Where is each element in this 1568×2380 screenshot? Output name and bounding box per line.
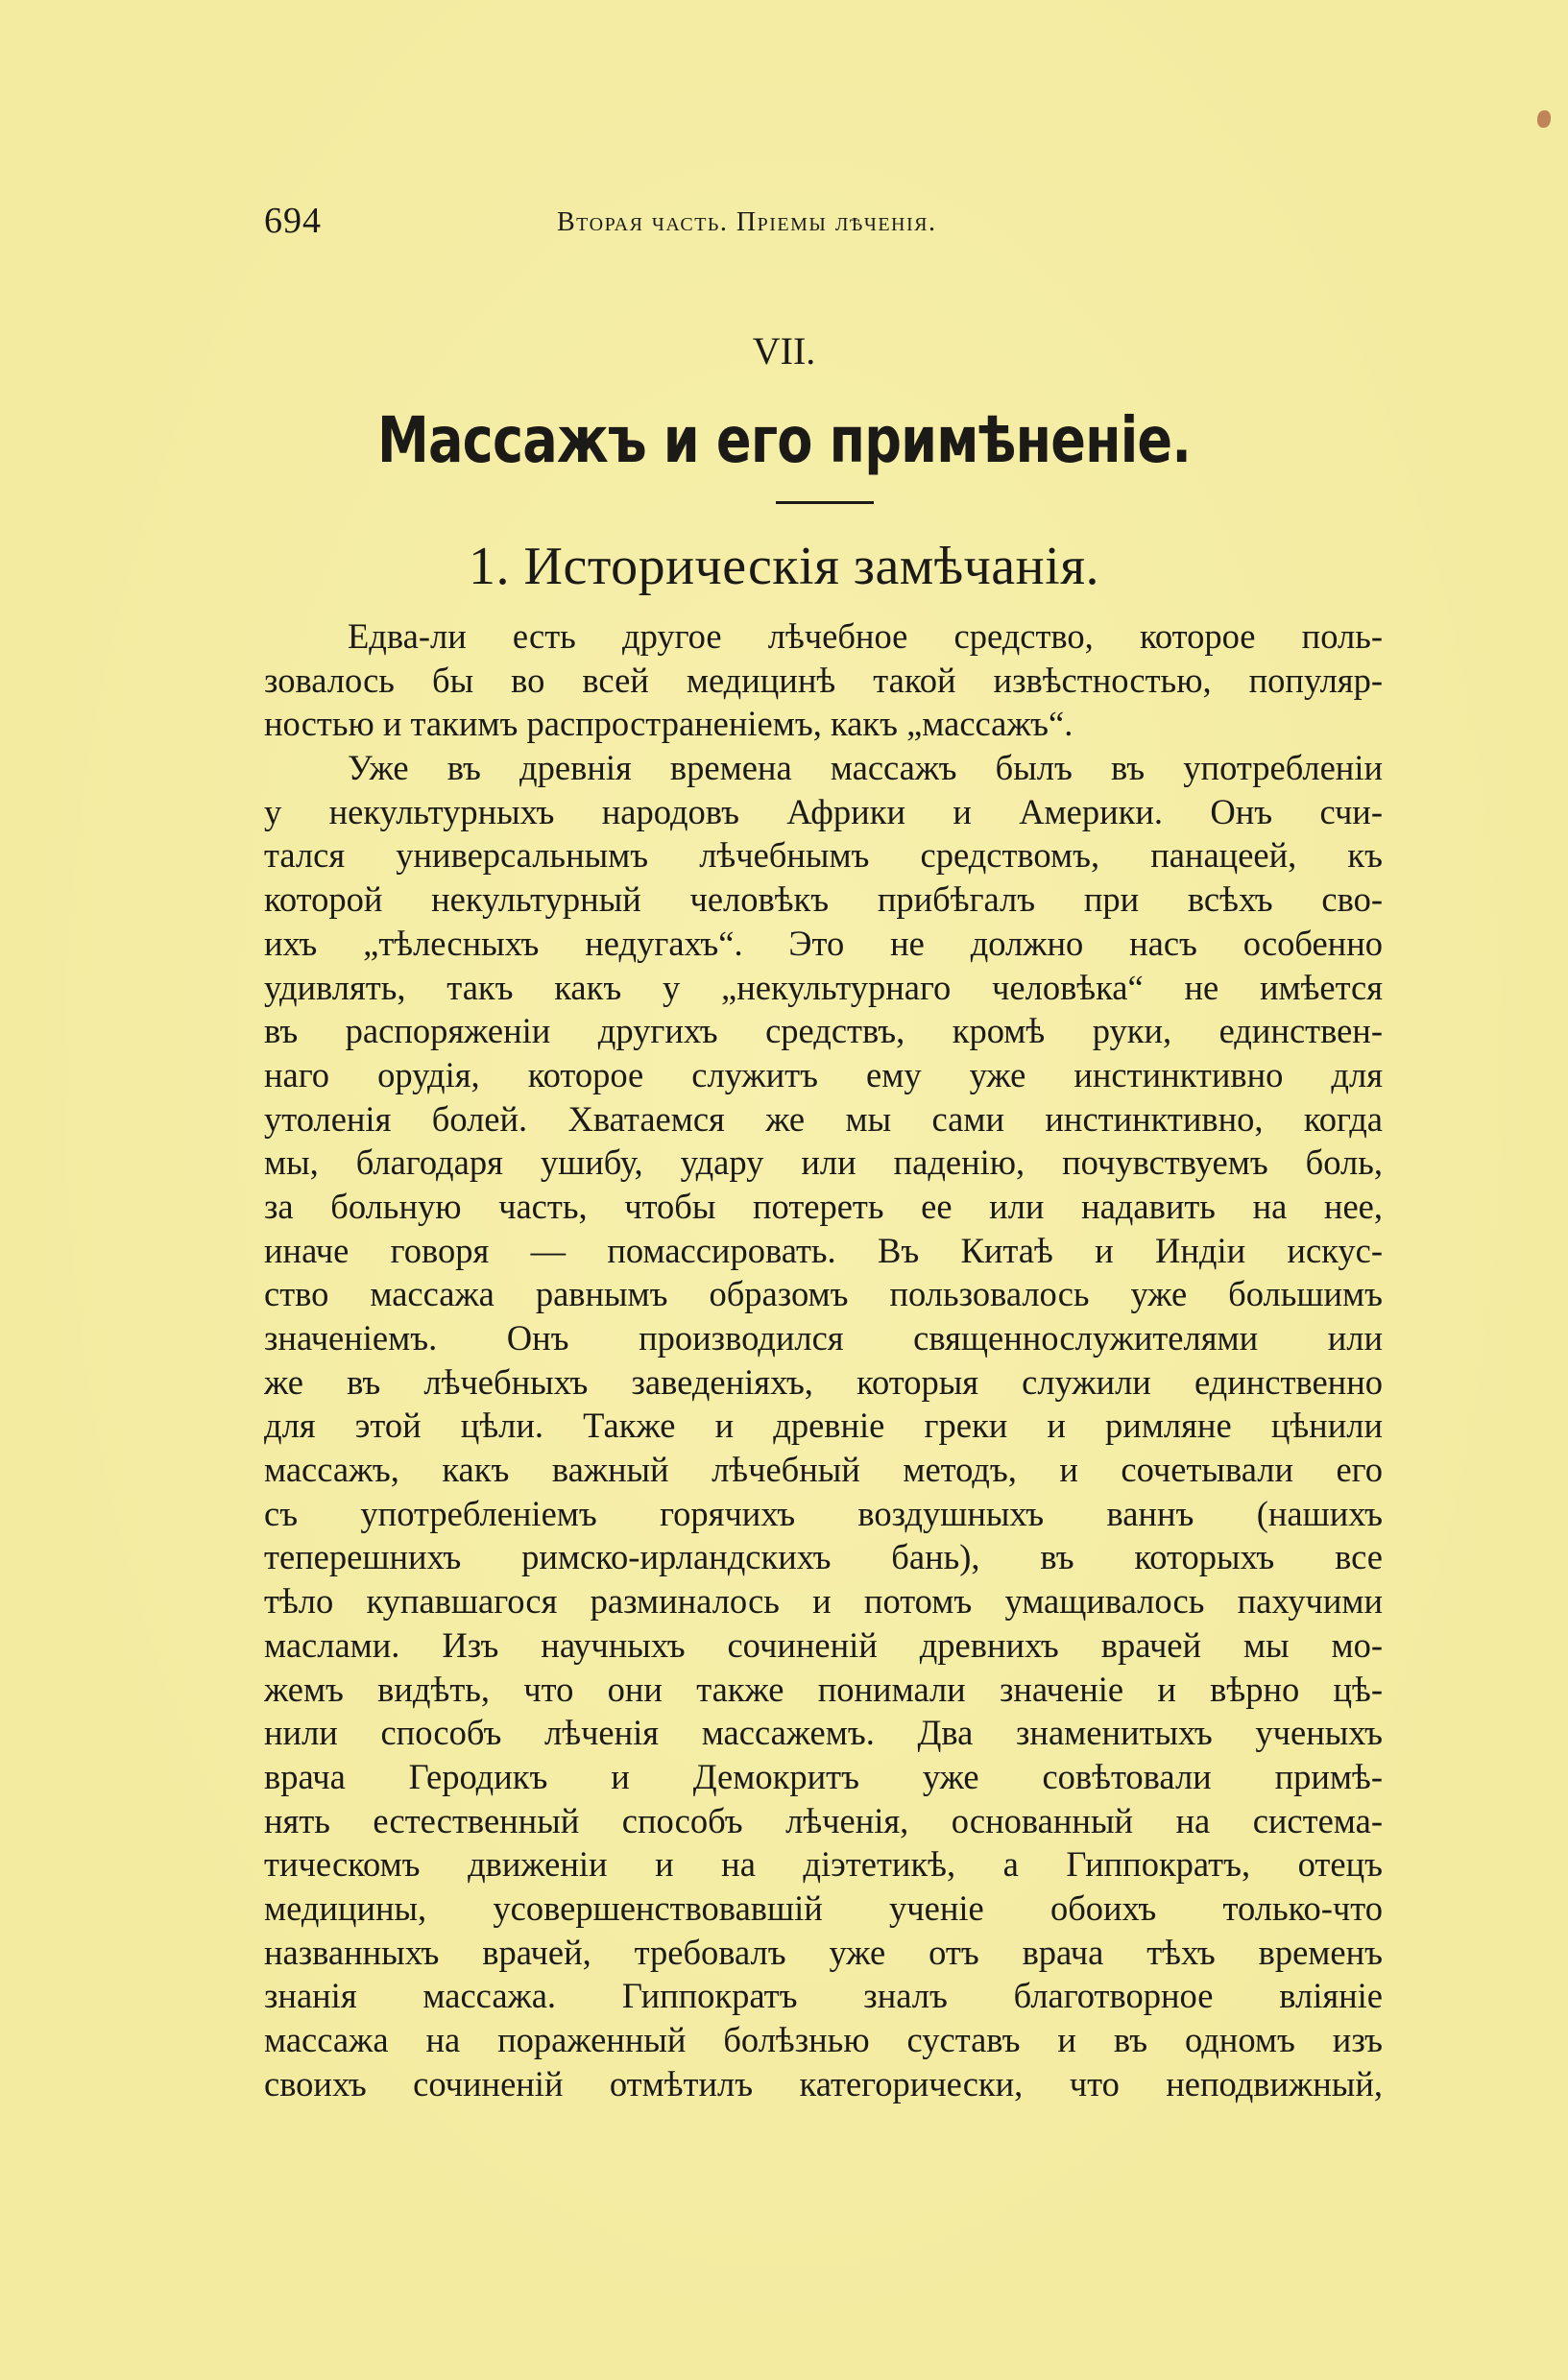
text-line: нять естественный способъ лѣченія, основанный на система- [264,1800,1383,1840]
text-line: медицины, усовершенствовавшій ученіе обоихъ только-что [264,1887,1383,1928]
text-line: зовалось бы во всей медицинѣ такой извѣстностью, популяр- [264,660,1383,700]
text-line: массажа на пораженный болѣзнью суставъ и въ одномъ изъ [264,2020,1383,2059]
ink-stain [1537,110,1551,128]
text-line: Едва-ли есть другое лѣчебное средство, которое поль- [348,616,1383,656]
text-line: удивлять, такъ какъ у „некультурнаго человѣка“ не имѣется [264,967,1383,1007]
text-line: знанія массажа. Гиппократъ зналъ благотворное вліяніе [264,1976,1383,2016]
text-line: у некультурныхъ народовъ Африки и Америки. Онъ счи- [264,791,1383,831]
chapter-title: Массажъ и его примѣненіе. [376,403,1192,477]
text-line: врача Геродикъ и Демокритъ уже совѣтовали примѣ- [264,1756,1383,1796]
text-line: съ употребленіемъ горячихъ воздушныхъ ваннъ (нашихъ [264,1493,1383,1533]
text-line: Уже въ древнія времена массажъ былъ въ употребленіи [348,748,1383,788]
text-line: теперешнихъ римско-ирландскихъ бань), въ которыхъ все [264,1537,1383,1577]
text-line: маслами. Изъ научныхъ сочиненій древнихъ врачей мы мо- [264,1624,1383,1665]
text-line: тался универсальнымъ лѣчебнымъ средствомъ, панацеей, къ [264,835,1383,876]
running-head [264,200,1387,248]
text-line: тическомъ движеніи и на діэтетикѣ, а Гиппократъ, отецъ [264,1844,1383,1885]
text-line: которой некультурный человѣкъ прибѣгалъ при всѣхъ сво- [264,879,1383,920]
page-number: 694 [264,201,322,241]
text-line: жемъ видѣть, что они также понимали значеніе и вѣрно цѣ- [264,1669,1383,1709]
text-line: утоленія болей. Хватаемся же мы сами инстинктивно, когда [264,1098,1383,1139]
text-line: тѣло купавшагося разминалось и потомъ умащивалось пахучими [264,1581,1383,1622]
text-line: своихъ сочиненій отмѣтилъ категорически, что неподвижный, [264,2063,1383,2104]
text-line: для этой цѣли. Также и древніе греки и римляне цѣнили [264,1406,1383,1446]
text-line: мы, благодаря ушибу, удару или паденію, почувствуемъ боль, [264,1142,1383,1183]
text-line: массажъ, какъ важный лѣчебный методъ, и сочетывали его [264,1450,1383,1490]
running-title: Вторая часть. Пріемы лѣченія. [557,207,937,237]
text-line: за больную часть, чтобы потереть ее или надавить на нее, [264,1186,1383,1226]
text-line: иначе говоря — помассировать. Въ Китаѣ и Индіи искус- [264,1230,1383,1270]
text-line: въ распоряженіи другихъ средствъ, кромѣ руки, единствен- [264,1011,1383,1051]
text-line: же въ лѣчебныхъ заведеніяхъ, которыя служили единственно [264,1361,1383,1402]
text-line: ство массажа равнымъ образомъ пользовалось уже большимъ [264,1274,1383,1314]
text-line: ностью и такимъ распространеніемъ, какъ „массажъ“. [264,704,1073,744]
title-divider [776,501,874,504]
text-line: наго орудія, которое служитъ ему уже инстинктивно для [264,1054,1383,1094]
section-heading: 1. Историческія замѣчанія. [469,537,1099,596]
text-line: значеніемъ. Онъ производился священнослужителями или [264,1318,1383,1358]
text-line: названныхъ врачей, требовалъ уже отъ врача тѣхъ временъ [264,1932,1383,1972]
chapter-number: VII. [752,329,816,373]
body-text [264,614,1383,2105]
text-line: нили способъ лѣченія массажемъ. Два знаменитыхъ ученыхъ [264,1713,1383,1753]
text-line: ихъ „тѣлесныхъ недугахъ“. Это не должно насъ особенно [264,923,1383,963]
